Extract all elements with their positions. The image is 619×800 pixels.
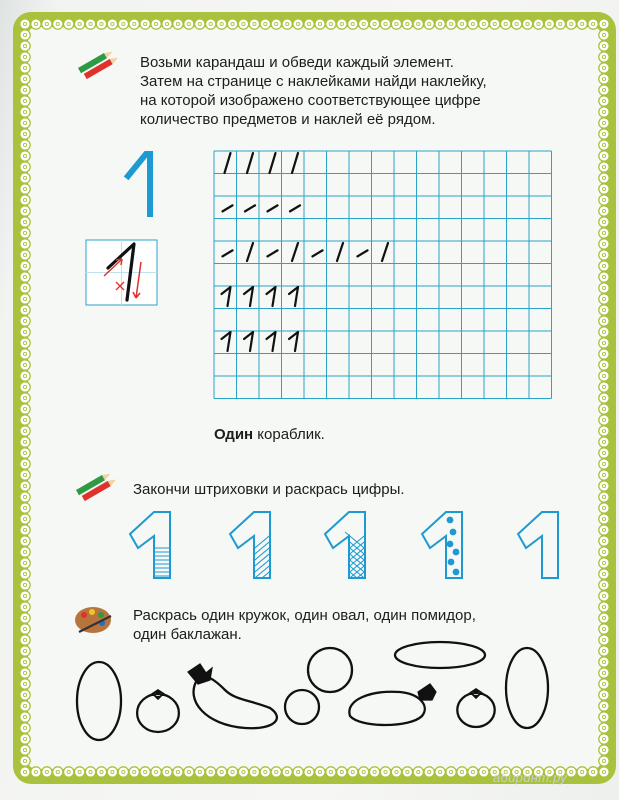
outlined-digit-one: [325, 512, 369, 600]
trace-stroke: [313, 250, 323, 256]
fill-dot: [448, 559, 455, 566]
digit-outline: [422, 512, 462, 578]
trace-stroke: [337, 243, 343, 261]
trace-digit-one: [289, 332, 298, 351]
outlined-digit-one: [130, 512, 170, 578]
digit-outline: [518, 512, 558, 578]
trace-digit-one: [222, 332, 231, 351]
circle-shape: [308, 648, 352, 692]
circle-shape: [285, 690, 319, 724]
outlined-digit-one: [422, 512, 462, 578]
pencils-icon: [76, 470, 118, 502]
caption-bold: Один: [214, 426, 254, 443]
trace-digit-one: [289, 287, 298, 306]
task1-line: на которой изображено соответствующее цифре: [140, 92, 481, 109]
task3-line: Раскрась один кружок, один овал, один помидор,: [133, 607, 476, 624]
trace-stroke: [245, 205, 255, 211]
fill-dot: [447, 517, 454, 524]
digit-outline: [230, 512, 270, 578]
digit-one-large: [128, 154, 150, 214]
trace-digit-one: [267, 332, 276, 351]
trace-stroke: [358, 250, 368, 256]
trace-stroke: [247, 153, 253, 173]
fill-dot: [450, 529, 457, 536]
watermark: абиринт.ру: [493, 770, 567, 785]
oval-shape: [506, 648, 548, 728]
fill-dot: [453, 549, 460, 556]
trace-digit-one: [244, 287, 253, 306]
demo-digit-box: [86, 240, 157, 305]
task1-instructions: [140, 53, 550, 129]
task1-line: количество предметов и наклей её рядом.: [140, 111, 436, 128]
pencils-icon: [78, 48, 120, 80]
trace-digit-one: [244, 332, 253, 351]
writing-grid: [214, 151, 552, 399]
trace-stroke: [290, 205, 300, 211]
trace-digit-one: [267, 287, 276, 306]
eggplant-shape: [349, 684, 436, 725]
outlined-digit-one: [518, 512, 558, 578]
trace-digit-one: [222, 287, 231, 306]
tomato-shape: [137, 690, 179, 732]
task2-instructions: Закончи штриховки и раскрась цифры.: [133, 481, 405, 498]
task1-line: Возьми карандаш и обведи каждый элемент.: [140, 54, 454, 71]
trace-stroke: [292, 153, 298, 173]
hatch-line: [345, 580, 369, 600]
trace-stroke: [270, 153, 276, 173]
trace-stroke: [247, 243, 253, 261]
trace-stroke: [382, 243, 388, 261]
palette-icon: [75, 607, 111, 633]
trace-stroke: [268, 250, 278, 256]
trace-stroke: [225, 153, 231, 173]
task3-line: один баклажан.: [133, 626, 242, 643]
task3-instructions: [133, 606, 553, 644]
caption-rest: кораблик.: [253, 426, 325, 443]
fill-dot: [453, 569, 460, 576]
coloring-shapes: [77, 642, 548, 740]
fill-dot: [447, 541, 454, 548]
outlined-digit-one: [230, 512, 274, 600]
trace-stroke: [292, 243, 298, 261]
hatch-line: [345, 580, 369, 600]
tomato-shape: [457, 689, 494, 727]
caption: [214, 426, 325, 443]
oval-shape: [77, 662, 121, 740]
trace-stroke: [223, 205, 233, 211]
eggplant-shape: [188, 664, 277, 728]
hatch-line: [250, 580, 274, 600]
oval-shape: [395, 642, 485, 668]
trace-stroke: [268, 205, 278, 211]
task1-line: Затем на странице с наклейками найди наклейку,: [140, 73, 487, 90]
trace-stroke: [223, 250, 233, 256]
